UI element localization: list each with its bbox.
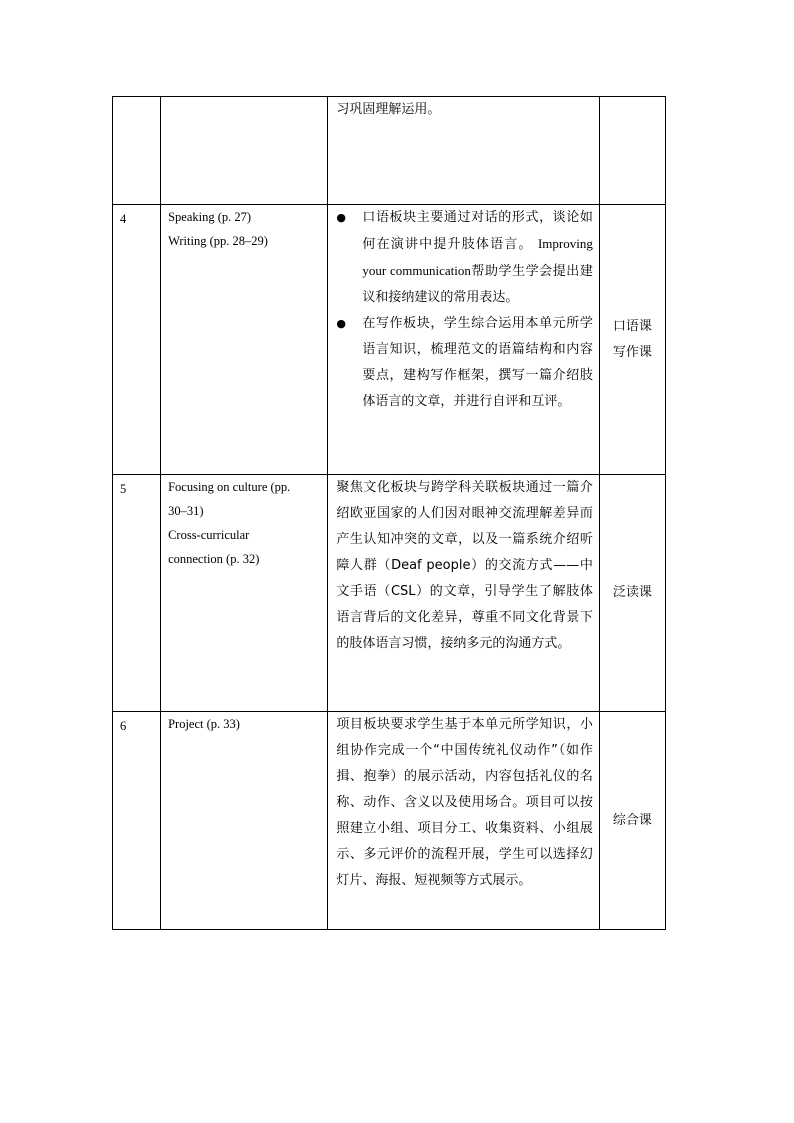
description-cell — [328, 205, 599, 475]
section-label: connection (p. 32) — [168, 552, 260, 566]
lesson-type-cell — [599, 97, 665, 205]
section-cell — [161, 712, 328, 930]
lesson-type-label: 写作课 — [612, 344, 652, 360]
description-text: 聚焦文化板块与跨学科关联板块通过一篇介绍欧亚国家的人们因对眼神交流理解差异而产生认知冲突的文章，以及一篇系统介绍听障人群（Deaf people）的交流方式——中文手语（CSL）的文章，引导学生了解肢体语言背后的文化差异，尊重不同文化背景下的肢体语言习惯，接纳多元的沟通方式。 — [336, 480, 593, 651]
section-label: Focusing on culture (pp. — [168, 480, 291, 494]
row-number: 4 — [120, 212, 127, 226]
row-number: 5 — [120, 482, 127, 496]
section-cell — [161, 475, 328, 712]
bullet-text-english: Improving your communication — [362, 236, 593, 278]
description-cell — [328, 475, 599, 712]
row-number-cell — [113, 205, 161, 475]
bullet-text: 帮助学生学会提出建议和接纳建议的常用表达。 — [362, 264, 593, 305]
description-text: 习巩固理解运用。 — [336, 102, 441, 117]
section-cell — [161, 97, 328, 205]
description-text: 项目板块要求学生基于本单元所学知识，小组协作完成一个“中国传统礼仪动作”（如作揖、抱拳）的展示活动，内容包括礼仪的名称、动作、含义以及使用场合。项目可以按照建立小组、项目分工、收集资料、小组展示、多元评价的流程开展，学生可以选择幻灯片、海报、短视频等方式展示。 — [336, 717, 593, 888]
lesson-type-cell — [599, 205, 665, 475]
section-cell — [161, 205, 328, 475]
table-row — [113, 97, 666, 205]
section-label: Project (p. 33) — [168, 717, 240, 731]
section-label: 30–31) — [168, 504, 204, 518]
lesson-type-label: 口语课 — [612, 318, 652, 334]
section-label: Writing (pp. 28–29) — [168, 234, 268, 248]
lesson-type-label: 泛读课 — [612, 585, 652, 600]
row-number-cell — [113, 475, 161, 712]
table-row — [113, 712, 666, 930]
lesson-type-label: 综合课 — [612, 812, 652, 828]
row-number-cell — [113, 97, 161, 205]
table-row — [113, 205, 666, 475]
row-number: 6 — [120, 719, 127, 733]
table-row — [113, 475, 666, 712]
bullet-dot-icon: ● — [336, 211, 346, 224]
row-number-cell — [113, 712, 161, 930]
lesson-type-cell — [599, 475, 665, 712]
lesson-type-cell — [599, 712, 665, 930]
bullet-text: 口语板块主要通过对话的形式，谈论如何在演讲中提升肢体语言。 — [362, 210, 593, 252]
bullet-dot-icon: ● — [336, 317, 346, 330]
section-label: Cross-curricular — [168, 528, 250, 542]
bullet-item — [336, 205, 592, 311]
description-cell — [328, 712, 599, 930]
description-cell — [328, 97, 599, 205]
bullet-text: 在写作板块，学生综合运用本单元所学语言知识，梳理范文的语篇结构和内容要点，建构写作框架，撰写一篇介绍肢体语言的文章，并进行自评和互评。 — [362, 316, 593, 409]
bullet-item — [336, 311, 592, 415]
section-label: Speaking (p. 27) — [168, 210, 252, 224]
lesson-plan-table — [112, 96, 666, 930]
